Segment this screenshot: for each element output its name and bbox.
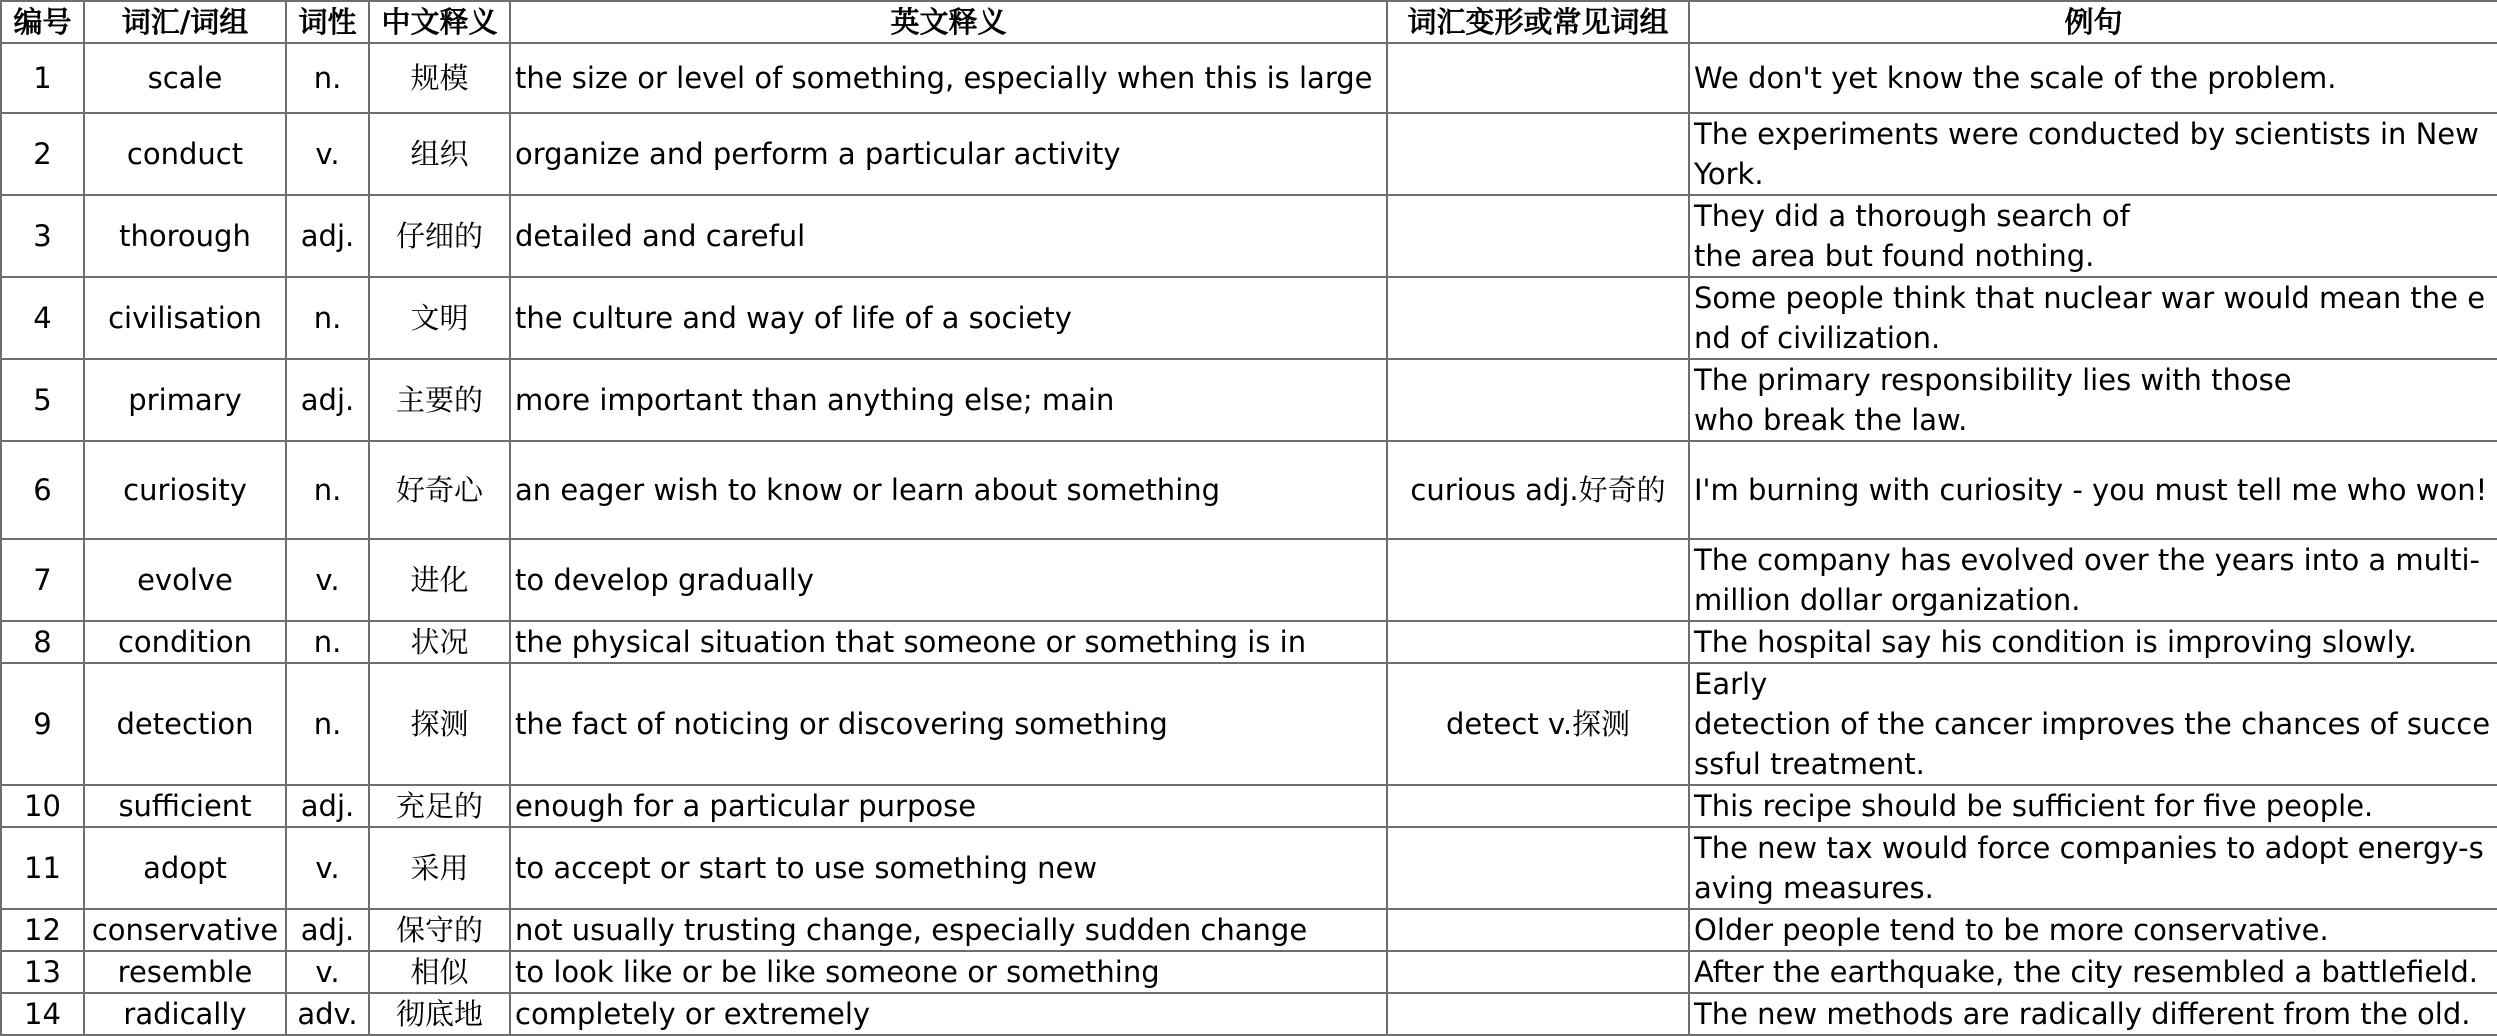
cell-word: scale (84, 43, 286, 113)
cell-part-of-speech: adv. (286, 993, 369, 1035)
cell-word: radically (84, 993, 286, 1035)
cell-english-meaning: to look like or be like someone or something (510, 951, 1387, 993)
cell-number: 5 (1, 359, 84, 441)
cell-example-sentence: The new methods are radically different from the old. (1689, 993, 2497, 1035)
table-row (1, 785, 2497, 827)
cell-word: civilisation (84, 277, 286, 359)
cell-word: condition (84, 621, 286, 663)
cell-chinese-meaning: 规模 (369, 43, 510, 113)
cell-english-meaning: enough for a particular purpose (510, 785, 1387, 827)
cell-part-of-speech: adj. (286, 195, 369, 277)
cell-word: thorough (84, 195, 286, 277)
cell-word-forms (1387, 539, 1689, 621)
cell-english-meaning: an eager wish to know or learn about something (510, 441, 1387, 539)
table-row (1, 359, 2497, 441)
header-number: 编号 (1, 1, 84, 43)
cell-example-sentence: The experiments were conducted by scientists in New York. (1689, 113, 2497, 195)
cell-english-meaning: to develop gradually (510, 539, 1387, 621)
header-example-sentence: 例句 (1689, 1, 2497, 43)
cell-word-forms (1387, 785, 1689, 827)
cell-chinese-meaning: 仔细的 (369, 195, 510, 277)
cell-number: 4 (1, 277, 84, 359)
cell-example-sentence: After the earthquake, the city resembled a battlefield. (1689, 951, 2497, 993)
header-part-of-speech: 词性 (286, 1, 369, 43)
cell-word: resemble (84, 951, 286, 993)
cell-number: 14 (1, 993, 84, 1035)
table-row (1, 663, 2497, 785)
cell-part-of-speech: n. (286, 43, 369, 113)
cell-word: evolve (84, 539, 286, 621)
cell-example-sentence: Early detection of the cancer improves the chances of successful treatment. (1689, 663, 2497, 785)
cell-part-of-speech: adj. (286, 909, 369, 951)
table-row (1, 951, 2497, 993)
cell-word: adopt (84, 827, 286, 909)
table-row (1, 277, 2497, 359)
cell-word-forms (1387, 43, 1689, 113)
cell-chinese-meaning: 彻底地 (369, 993, 510, 1035)
cell-chinese-meaning: 主要的 (369, 359, 510, 441)
table-row (1, 43, 2497, 113)
cell-example-sentence: This recipe should be sufficient for five people. (1689, 785, 2497, 827)
cell-word-forms: detect v.探测 (1387, 663, 1689, 785)
table-row (1, 113, 2497, 195)
header-english-meaning: 英文释义 (510, 1, 1387, 43)
cell-part-of-speech: v. (286, 113, 369, 195)
cell-word-forms (1387, 277, 1689, 359)
table-row (1, 993, 2497, 1035)
cell-word: primary (84, 359, 286, 441)
table-row (1, 441, 2497, 539)
cell-number: 12 (1, 909, 84, 951)
cell-example-sentence: The hospital say his condition is improving slowly. (1689, 621, 2497, 663)
table-row (1, 909, 2497, 951)
cell-english-meaning: the fact of noticing or discovering something (510, 663, 1387, 785)
cell-part-of-speech: adj. (286, 359, 369, 441)
cell-number: 13 (1, 951, 84, 993)
cell-example-sentence: The new tax would force companies to adopt energy-saving measures. (1689, 827, 2497, 909)
cell-chinese-meaning: 探测 (369, 663, 510, 785)
cell-part-of-speech: v. (286, 951, 369, 993)
cell-example-sentence: Some people think that nuclear war would mean the end of civilization. (1689, 277, 2497, 359)
cell-word-forms (1387, 827, 1689, 909)
cell-chinese-meaning: 充足的 (369, 785, 510, 827)
cell-word: conduct (84, 113, 286, 195)
cell-word-forms (1387, 951, 1689, 993)
cell-number: 2 (1, 113, 84, 195)
table-row (1, 195, 2497, 277)
cell-part-of-speech: n. (286, 663, 369, 785)
cell-chinese-meaning: 文明 (369, 277, 510, 359)
cell-part-of-speech: n. (286, 277, 369, 359)
cell-example-sentence: The company has evolved over the years into a multi-million dollar organization. (1689, 539, 2497, 621)
cell-word-forms (1387, 113, 1689, 195)
header-word-forms: 词汇变形或常见词组 (1387, 1, 1689, 43)
cell-word: conservative (84, 909, 286, 951)
cell-word-forms (1387, 993, 1689, 1035)
cell-english-meaning: more important than anything else; main (510, 359, 1387, 441)
cell-chinese-meaning: 组织 (369, 113, 510, 195)
cell-english-meaning: the culture and way of life of a society (510, 277, 1387, 359)
cell-word-forms: curious adj.好奇的 (1387, 441, 1689, 539)
cell-number: 1 (1, 43, 84, 113)
cell-number: 7 (1, 539, 84, 621)
cell-english-meaning: not usually trusting change, especially sudden change (510, 909, 1387, 951)
cell-number: 6 (1, 441, 84, 539)
cell-english-meaning: organize and perform a particular activity (510, 113, 1387, 195)
table-row (1, 827, 2497, 909)
cell-word: curiosity (84, 441, 286, 539)
cell-number: 8 (1, 621, 84, 663)
cell-number: 10 (1, 785, 84, 827)
cell-example-sentence: Older people tend to be more conservative. (1689, 909, 2497, 951)
cell-word: detection (84, 663, 286, 785)
cell-example-sentence: They did a thorough search of the area but found nothing. (1689, 195, 2497, 277)
cell-english-meaning: detailed and careful (510, 195, 1387, 277)
cell-part-of-speech: n. (286, 441, 369, 539)
cell-english-meaning: completely or extremely (510, 993, 1387, 1035)
cell-example-sentence: The primary responsibility lies with those who break the law. (1689, 359, 2497, 441)
cell-chinese-meaning: 状况 (369, 621, 510, 663)
cell-chinese-meaning: 进化 (369, 539, 510, 621)
cell-word: sufficient (84, 785, 286, 827)
table-row (1, 621, 2497, 663)
cell-part-of-speech: adj. (286, 785, 369, 827)
cell-word-forms (1387, 909, 1689, 951)
cell-english-meaning: the size or level of something, especially when this is large (510, 43, 1387, 113)
header-row (1, 1, 2497, 43)
cell-example-sentence: We don't yet know the scale of the problem. (1689, 43, 2497, 113)
cell-english-meaning: the physical situation that someone or something is in (510, 621, 1387, 663)
cell-english-meaning: to accept or start to use something new (510, 827, 1387, 909)
cell-part-of-speech: v. (286, 827, 369, 909)
cell-chinese-meaning: 保守的 (369, 909, 510, 951)
header-word: 词汇/词组 (84, 1, 286, 43)
cell-word-forms (1387, 359, 1689, 441)
cell-word-forms (1387, 195, 1689, 277)
header-chinese-meaning: 中文释义 (369, 1, 510, 43)
cell-number: 11 (1, 827, 84, 909)
cell-chinese-meaning: 采用 (369, 827, 510, 909)
cell-chinese-meaning: 相似 (369, 951, 510, 993)
cell-part-of-speech: n. (286, 621, 369, 663)
cell-word-forms (1387, 621, 1689, 663)
cell-number: 3 (1, 195, 84, 277)
cell-number: 9 (1, 663, 84, 785)
cell-chinese-meaning: 好奇心 (369, 441, 510, 539)
table-row (1, 539, 2497, 621)
cell-part-of-speech: v. (286, 539, 369, 621)
cell-example-sentence: I'm burning with curiosity - you must tell me who won! (1689, 441, 2497, 539)
